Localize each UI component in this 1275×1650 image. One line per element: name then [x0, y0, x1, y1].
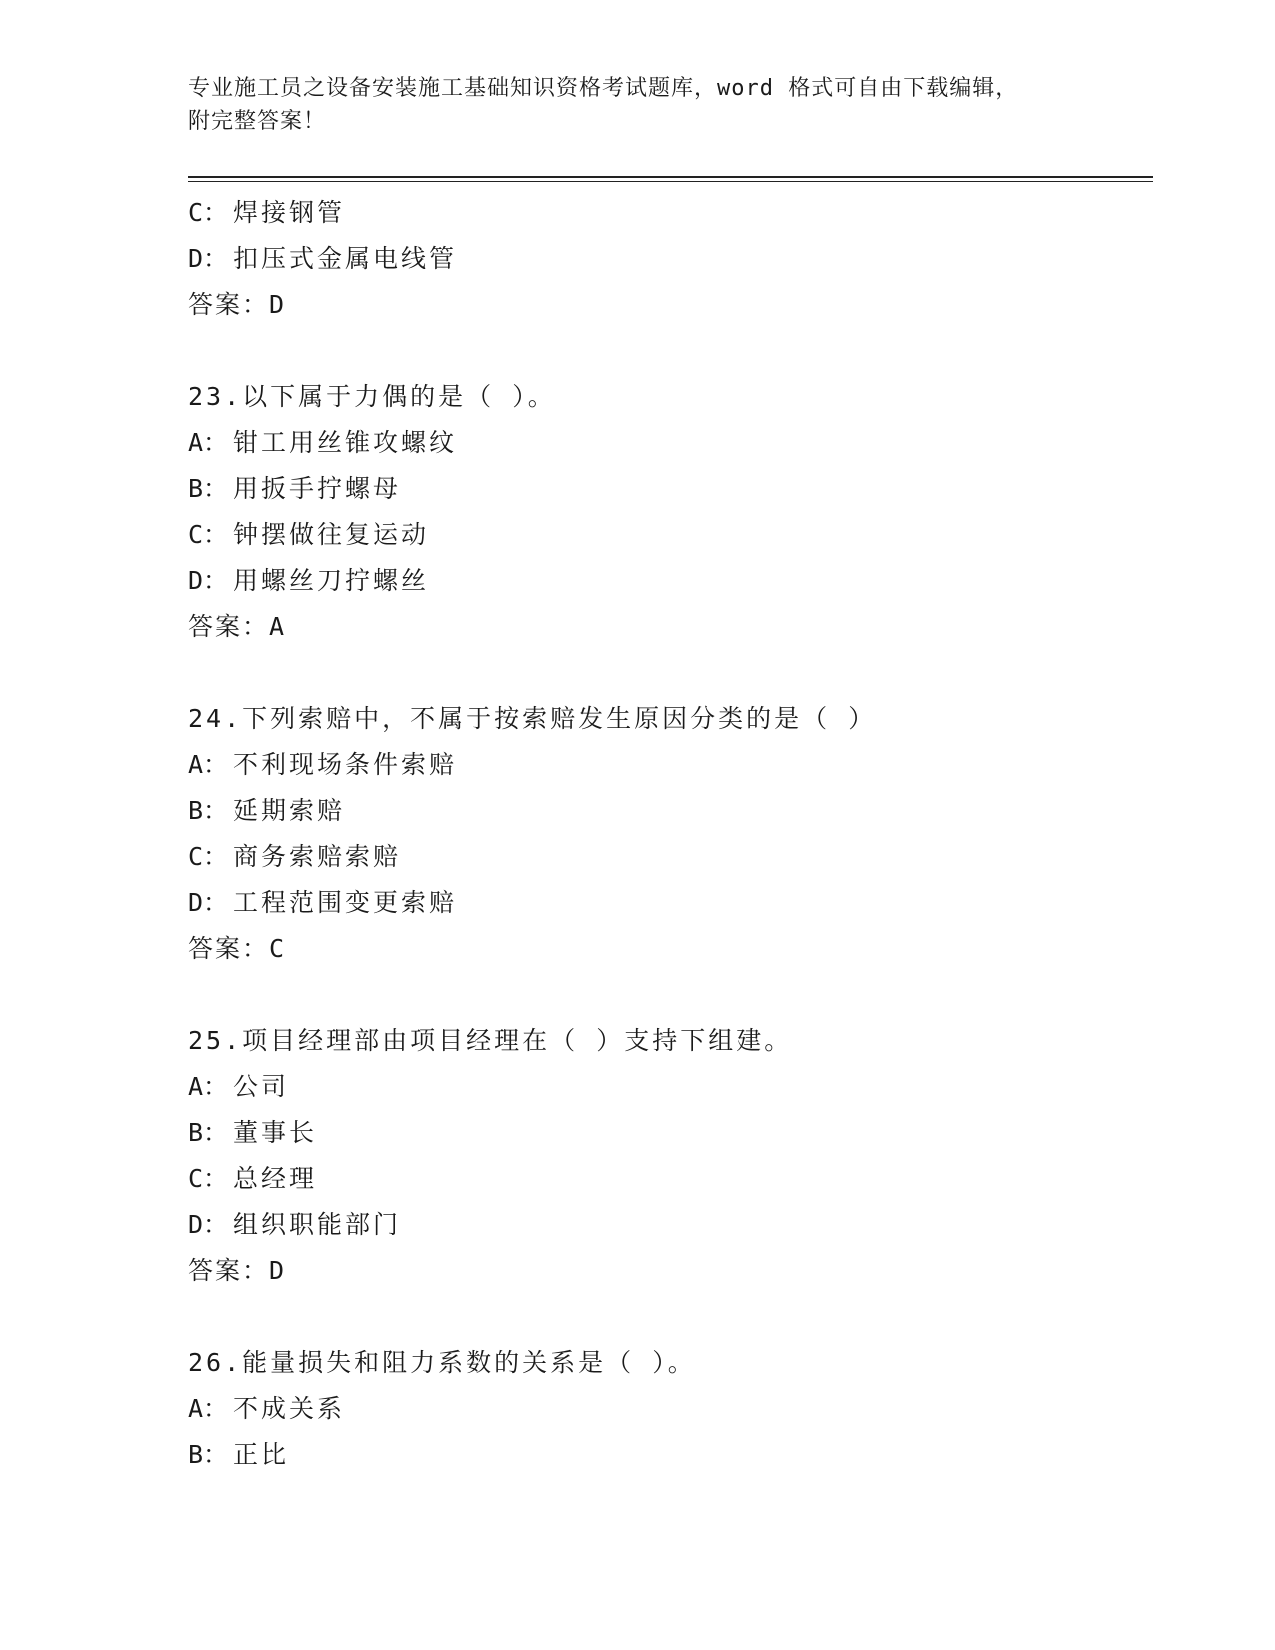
- option-letter: B：: [188, 1118, 229, 1147]
- option-row: [188, 788, 1153, 834]
- answer-line: 答案：D: [188, 1256, 287, 1285]
- option-row: [188, 558, 1153, 604]
- option-row: [188, 420, 1153, 466]
- option-row: [188, 1432, 1153, 1478]
- option-letter: D：: [188, 566, 229, 595]
- option-text: 不利现场条件索赔: [233, 750, 458, 779]
- option-row: [188, 1202, 1153, 1248]
- option-text: 组织职能部门: [233, 1210, 402, 1239]
- option-letter: C：: [188, 520, 229, 549]
- option-letter: A：: [188, 750, 229, 779]
- option-text: 用螺丝刀拧螺丝: [233, 566, 430, 595]
- option-text: 不成关系: [233, 1394, 346, 1423]
- option-text: 焊接钢管: [233, 198, 346, 227]
- question-stem: 23.以下属于力偶的是（ ）。: [188, 382, 556, 411]
- document-page: [188, 72, 1153, 1478]
- question-block: [188, 1018, 1153, 1294]
- option-letter: B：: [188, 474, 229, 503]
- answer-line: 答案：A: [188, 612, 287, 641]
- option-letter: A：: [188, 1394, 229, 1423]
- option-row: [188, 236, 1153, 282]
- question-stem: 25.项目经理部由项目经理在（ ）支持下组建。: [188, 1026, 793, 1055]
- question-block: [188, 696, 1153, 972]
- question-list: [188, 190, 1153, 1478]
- question-block: [188, 374, 1153, 650]
- question-block: [188, 1340, 1153, 1478]
- option-text: 用扳手拧螺母: [233, 474, 402, 503]
- option-letter: C：: [188, 842, 229, 871]
- option-row: [188, 880, 1153, 926]
- option-row: [188, 1386, 1153, 1432]
- header-line-2: 附完整答案！: [188, 109, 327, 134]
- document-header: [188, 72, 1058, 138]
- option-letter: A：: [188, 428, 229, 457]
- question-stem: 26.能量损失和阻力系数的关系是（ ）。: [188, 1348, 696, 1377]
- question-stem: 24.下列索赔中，不属于按索赔发生原因分类的是（ ）: [188, 704, 877, 733]
- option-letter: D：: [188, 1210, 229, 1239]
- option-text: 工程范围变更索赔: [233, 888, 458, 917]
- option-text: 董事长: [233, 1118, 318, 1147]
- option-row: [188, 1064, 1153, 1110]
- option-row: [188, 742, 1153, 788]
- option-letter: C：: [188, 1164, 229, 1193]
- option-row: [188, 512, 1153, 558]
- option-letter: B：: [188, 796, 229, 825]
- option-text: 钟摆做往复运动: [233, 520, 430, 549]
- option-letter: D：: [188, 888, 229, 917]
- option-text: 延期索赔: [233, 796, 346, 825]
- option-letter: C：: [188, 198, 229, 227]
- header-divider: [188, 176, 1153, 178]
- option-text: 钳工用丝锥攻螺纹: [233, 428, 458, 457]
- question-block: [188, 190, 1153, 328]
- option-letter: B：: [188, 1440, 229, 1469]
- option-text: 正比: [233, 1440, 290, 1469]
- option-row: [188, 190, 1153, 236]
- answer-line: 答案：C: [188, 934, 287, 963]
- option-text: 商务索赔索赔: [233, 842, 402, 871]
- option-letter: A：: [188, 1072, 229, 1101]
- option-row: [188, 1110, 1153, 1156]
- option-row: [188, 834, 1153, 880]
- header-line-1: 专业施工员之设备安装施工基础知识资格考试题库，word 格式可自由下载编辑，: [188, 76, 1019, 101]
- option-text: 扣压式金属电线管: [233, 244, 458, 273]
- option-text: 总经理: [233, 1164, 318, 1193]
- answer-line: 答案：D: [188, 290, 287, 319]
- option-letter: D：: [188, 244, 229, 273]
- option-text: 公司: [233, 1072, 290, 1101]
- option-row: [188, 1156, 1153, 1202]
- option-row: [188, 466, 1153, 512]
